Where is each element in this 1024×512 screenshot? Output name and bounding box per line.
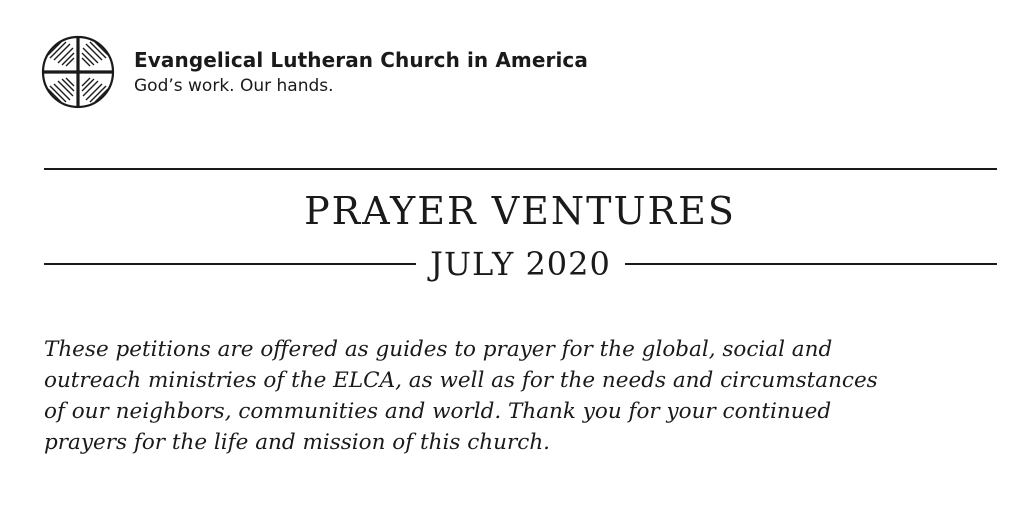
org-name: Evangelical Lutheran Church in America <box>134 47 588 72</box>
top-divider <box>44 168 997 170</box>
date-divider-right <box>625 263 997 265</box>
header <box>40 34 588 110</box>
page-title: PRAYER VENTURES <box>304 189 736 233</box>
intro-line: These petitions are offered as guides to prayer for the global, social and <box>44 337 833 362</box>
org-block <box>134 47 588 98</box>
issue-date: JULY 2020 <box>430 245 611 283</box>
intro-paragraph <box>44 334 1004 458</box>
date-divider-left <box>44 263 416 265</box>
org-tagline: God’s work. Our hands. <box>134 75 334 96</box>
intro-line: outreach ministries of the ELCA, as well as for the needs and circumstances <box>44 368 878 393</box>
intro-line: prayers for the life and mission of this church. <box>44 430 550 455</box>
elca-cross-logo-icon <box>40 34 116 110</box>
intro-line: of our neighbors, communities and world. Thank you for your continued <box>44 399 832 424</box>
date-row <box>44 240 997 288</box>
